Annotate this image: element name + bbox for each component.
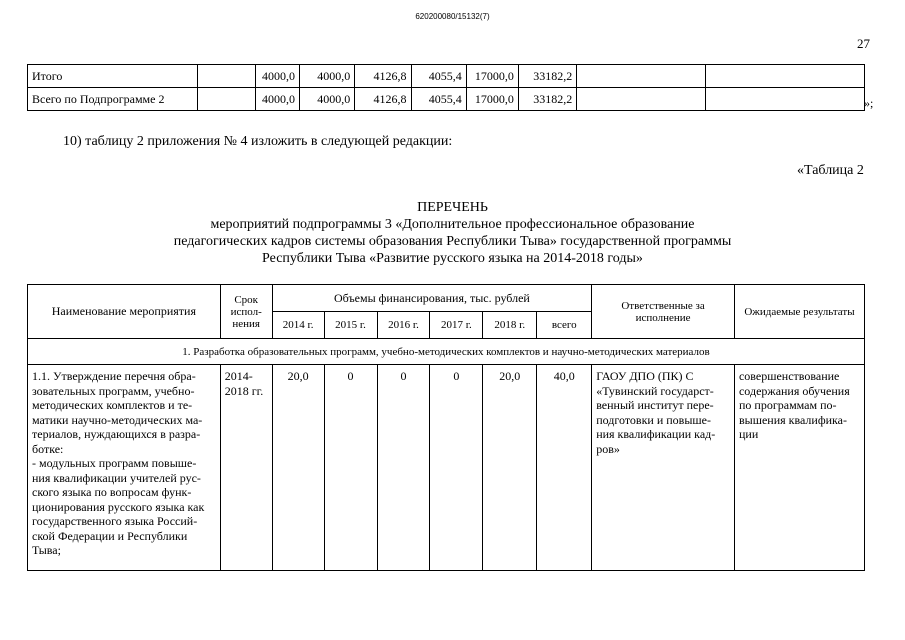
cell-value: 4055,4 bbox=[411, 65, 466, 88]
cell-value: 4000,0 bbox=[256, 88, 300, 111]
cell-value: 33182,2 bbox=[518, 88, 576, 111]
title-line: педагогических кадров системы образования Республики Тыва» государственной программы bbox=[173, 234, 732, 249]
document-id: 620200080/15132(7) bbox=[415, 12, 490, 21]
header-year: 2014 г. bbox=[272, 312, 324, 339]
cell-value: 4126,8 bbox=[355, 65, 411, 88]
table-label: «Таблица 2 bbox=[797, 163, 864, 178]
table-row bbox=[28, 88, 865, 111]
row-label: Итого bbox=[28, 65, 198, 88]
measures-table bbox=[27, 284, 865, 571]
cell-value: 20,0 bbox=[272, 365, 324, 571]
cell-value: 0 bbox=[430, 365, 483, 571]
cell-value: 20,0 bbox=[483, 365, 537, 571]
header-funding: Объемы финансирования, тыс. рублей bbox=[272, 285, 592, 312]
table-row bbox=[28, 365, 865, 571]
closing-quote-mark: »; bbox=[864, 96, 874, 110]
header-year: 2015 г. bbox=[324, 312, 377, 339]
header-year: 2016 г. bbox=[377, 312, 430, 339]
title-line: Республики Тыва «Развитие русского языка на 2014-2018 годы» bbox=[262, 251, 643, 266]
cell-value: 0 bbox=[377, 365, 430, 571]
header-name: Наименование мероприятия bbox=[28, 285, 221, 339]
top-summary-table bbox=[27, 64, 865, 111]
measure-responsible: ГАОУ ДПО (ПК) С «Тувинский государст- венный институт пере- подготовки и повыше- ния квалификации кад- ров» bbox=[592, 365, 735, 571]
cell-value: 4055,4 bbox=[411, 88, 466, 111]
section-title: 1. Разработка образовательных программ, учебно-методических комплектов и научно-методических материалов bbox=[28, 339, 865, 365]
section-row bbox=[28, 339, 865, 365]
header-row bbox=[28, 285, 865, 312]
header-responsible: Ответственные за исполнение bbox=[592, 285, 735, 339]
cell-value: 4000,0 bbox=[300, 65, 355, 88]
table-row bbox=[28, 65, 865, 88]
cell-value: 33182,2 bbox=[518, 65, 576, 88]
cell-value: 4126,8 bbox=[355, 88, 411, 111]
header-year: 2018 г. bbox=[483, 312, 537, 339]
measure-name: 1.1. Утверждение перечня обра- зовательных программ, учебно- методических комплектов и те- матики научно-методических ма- териалов, нуждающихся в разра- ботке: - модульных программ повыше- ния квалификации учителей рус- ского языка по вопросам функ- ционирования русского языка как государственного языка Россий- ской Федерации и Республики Тыва; bbox=[28, 365, 221, 571]
cell-value: 4000,0 bbox=[300, 88, 355, 111]
cell-value: 17000,0 bbox=[466, 88, 518, 111]
instruction-paragraph: 10) таблицу 2 приложения № 4 изложить в следующей редакции: bbox=[63, 134, 453, 149]
header-results: Ожидаемые результаты bbox=[734, 285, 864, 339]
cell-value: 4000,0 bbox=[256, 65, 300, 88]
measure-result: совершенствование содержания обучения по программам по- вышения квалифика- ции bbox=[734, 365, 864, 571]
measure-term: 2014- 2018 гг. bbox=[220, 365, 272, 571]
page-number: 27 bbox=[857, 36, 870, 51]
cell-value: 17000,0 bbox=[466, 65, 518, 88]
header-year: 2017 г. bbox=[430, 312, 483, 339]
document-title: ПЕРЕЧЕНЬ bbox=[417, 200, 488, 215]
cell-value: 40,0 bbox=[537, 365, 592, 571]
row-label: Всего по Подпрограмме 2 bbox=[28, 88, 198, 111]
header-term: Срок испол-нения bbox=[220, 285, 272, 339]
title-line: мероприятий подпрограммы 3 «Дополнительное профессиональное образование bbox=[210, 217, 695, 232]
cell-value: 0 bbox=[324, 365, 377, 571]
header-total: всего bbox=[537, 312, 592, 339]
